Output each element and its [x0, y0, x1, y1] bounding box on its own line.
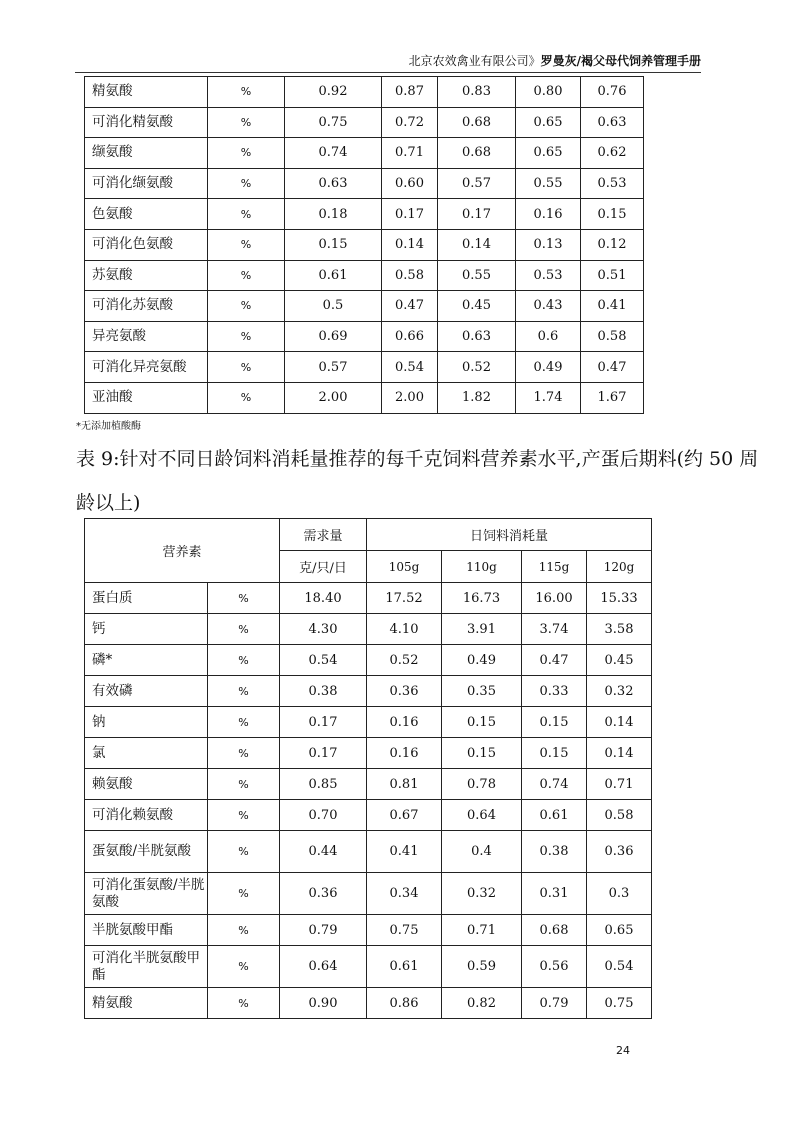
value-cell: 0.41 — [367, 831, 442, 873]
value-cell: 0.55 — [516, 168, 581, 199]
table-row — [85, 138, 644, 169]
value-cell: 0.62 — [581, 138, 644, 169]
table-row — [85, 291, 644, 322]
nutrient-name: 可消化半胱氨酸甲酯 — [85, 946, 208, 988]
nutrient-name: 精氨酸 — [85, 77, 208, 108]
value-cell: 0.41 — [581, 291, 644, 322]
nutrient-name: 可消化蛋氨酸/半胱氨酸 — [85, 873, 208, 915]
value-cell: 0.59 — [442, 946, 522, 988]
value-cell: 0.16 — [367, 707, 442, 738]
value-cell: 0.38 — [280, 676, 367, 707]
value-cell: 0.32 — [442, 873, 522, 915]
value-cell: 0.15 — [285, 229, 382, 260]
unit-cell: % — [208, 291, 285, 322]
header-intake: 110g — [442, 551, 522, 583]
value-cell: 0.85 — [280, 769, 367, 800]
value-cell: 0.74 — [522, 769, 587, 800]
manual-title: 罗曼灰/褐父母代饲养管理手册 — [540, 54, 701, 68]
nutrient-name: 异亮氨酸 — [85, 321, 208, 352]
value-cell: 0.79 — [522, 988, 587, 1019]
value-cell: 0.13 — [516, 229, 581, 260]
header-intake: 120g — [587, 551, 652, 583]
value-cell: 0.36 — [367, 676, 442, 707]
value-cell: 0.36 — [587, 831, 652, 873]
value-cell: 0.71 — [587, 769, 652, 800]
unit-cell: % — [208, 352, 285, 383]
unit-cell: % — [208, 583, 280, 614]
table-row — [85, 229, 644, 260]
value-cell: 0.66 — [382, 321, 438, 352]
value-cell: 0.38 — [522, 831, 587, 873]
nutrient-name: 氯 — [85, 738, 208, 769]
nutrient-name: 可消化苏氨酸 — [85, 291, 208, 322]
value-cell: 0.69 — [285, 321, 382, 352]
value-cell: 0.64 — [442, 800, 522, 831]
value-cell: 3.58 — [587, 614, 652, 645]
value-cell: 0.68 — [438, 107, 516, 138]
value-cell: 1.67 — [581, 382, 644, 413]
value-cell: 0.15 — [522, 707, 587, 738]
unit-cell: % — [208, 988, 280, 1019]
nutrient-name: 苏氨酸 — [85, 260, 208, 291]
value-cell: 0.4 — [442, 831, 522, 873]
table-row — [85, 873, 652, 915]
header-requirement: 需求量 — [280, 519, 367, 551]
value-cell: 16.00 — [522, 583, 587, 614]
value-cell: 0.71 — [382, 138, 438, 169]
value-cell: 3.91 — [442, 614, 522, 645]
unit-cell: % — [208, 260, 285, 291]
unit-cell: % — [208, 321, 285, 352]
value-cell: 4.10 — [367, 614, 442, 645]
value-cell: 0.72 — [382, 107, 438, 138]
value-cell: 0.67 — [367, 800, 442, 831]
value-cell: 0.68 — [438, 138, 516, 169]
table-row — [85, 77, 644, 108]
value-cell: 0.6 — [516, 321, 581, 352]
table-row — [85, 988, 652, 1019]
value-cell: 0.70 — [280, 800, 367, 831]
value-cell: 0.15 — [522, 738, 587, 769]
unit-cell: % — [208, 800, 280, 831]
header-nutrient: 营养素 — [85, 519, 280, 583]
value-cell: 0.58 — [382, 260, 438, 291]
table-row — [85, 831, 652, 873]
table-row — [85, 707, 652, 738]
value-cell: 0.32 — [587, 676, 652, 707]
unit-cell: % — [208, 645, 280, 676]
table-row — [85, 260, 644, 291]
value-cell: 0.17 — [280, 738, 367, 769]
table-row — [85, 915, 652, 946]
nutrient-name: 色氨酸 — [85, 199, 208, 230]
page-header — [75, 50, 701, 73]
nutrient-name: 可消化赖氨酸 — [85, 800, 208, 831]
value-cell: 0.17 — [280, 707, 367, 738]
value-cell: 0.63 — [285, 168, 382, 199]
value-cell: 0.82 — [442, 988, 522, 1019]
value-cell: 0.83 — [438, 77, 516, 108]
value-cell: 0.17 — [438, 199, 516, 230]
value-cell: 0.16 — [367, 738, 442, 769]
unit-cell: % — [208, 382, 285, 413]
nutrient-name: 有效磷 — [85, 676, 208, 707]
value-cell: 0.61 — [522, 800, 587, 831]
nutrient-name: 蛋白质 — [85, 583, 208, 614]
value-cell: 0.31 — [522, 873, 587, 915]
value-cell: 4.30 — [280, 614, 367, 645]
value-cell: 0.54 — [382, 352, 438, 383]
unit-cell: % — [208, 873, 280, 915]
value-cell: 0.65 — [587, 915, 652, 946]
value-cell: 0.81 — [367, 769, 442, 800]
nutrient-name: 精氨酸 — [85, 988, 208, 1019]
value-cell: 0.14 — [587, 738, 652, 769]
unit-cell: % — [208, 707, 280, 738]
value-cell: 0.78 — [442, 769, 522, 800]
header-intake: 105g — [367, 551, 442, 583]
value-cell: 1.74 — [516, 382, 581, 413]
unit-cell: % — [208, 946, 280, 988]
value-cell: 0.14 — [438, 229, 516, 260]
header-requirement-unit: 克/只/日 — [280, 551, 367, 583]
company-name: 北京农效禽业有限公司》 — [408, 54, 541, 68]
value-cell: 0.47 — [522, 645, 587, 676]
table-row — [85, 676, 652, 707]
table-row — [85, 614, 652, 645]
value-cell: 0.80 — [516, 77, 581, 108]
value-cell: 0.18 — [285, 199, 382, 230]
unit-cell: % — [208, 138, 285, 169]
value-cell: 0.63 — [438, 321, 516, 352]
table-row — [85, 769, 652, 800]
value-cell: 0.15 — [581, 199, 644, 230]
table-row — [85, 382, 644, 413]
value-cell: 0.75 — [367, 915, 442, 946]
value-cell: 0.33 — [522, 676, 587, 707]
table-row — [85, 583, 652, 614]
value-cell: 0.43 — [516, 291, 581, 322]
nutrient-name: 可消化缬氨酸 — [85, 168, 208, 199]
value-cell: 0.74 — [285, 138, 382, 169]
nutrient-name: 半胱氨酸甲酯 — [85, 915, 208, 946]
table-row — [85, 107, 644, 138]
value-cell: 0.14 — [587, 707, 652, 738]
value-cell: 2.00 — [382, 382, 438, 413]
nutrient-name: 可消化精氨酸 — [85, 107, 208, 138]
value-cell: 0.92 — [285, 77, 382, 108]
value-cell: 0.52 — [438, 352, 516, 383]
nutrient-name: 亚油酸 — [85, 382, 208, 413]
value-cell: 0.15 — [442, 738, 522, 769]
value-cell: 0.14 — [382, 229, 438, 260]
header-consumption: 日饲料消耗量 — [367, 519, 652, 551]
table-row — [85, 946, 652, 988]
value-cell: 0.55 — [438, 260, 516, 291]
value-cell: 0.53 — [581, 168, 644, 199]
nutrient-table-late-lay — [84, 518, 652, 1019]
value-cell: 0.71 — [442, 915, 522, 946]
value-cell: 0.49 — [442, 645, 522, 676]
value-cell: 3.74 — [522, 614, 587, 645]
unit-cell: % — [208, 915, 280, 946]
value-cell: 2.00 — [285, 382, 382, 413]
value-cell: 0.65 — [516, 107, 581, 138]
unit-cell: % — [208, 769, 280, 800]
table-title: 表 9:针对不同日龄饲料消耗量推荐的每千克饲料营养素水平,产蛋后期料(约 50 周龄以上) — [76, 448, 759, 514]
value-cell: 0.3 — [587, 873, 652, 915]
value-cell: 0.63 — [581, 107, 644, 138]
nutrient-name: 可消化异亮氨酸 — [85, 352, 208, 383]
table-row — [85, 800, 652, 831]
value-cell: 0.15 — [442, 707, 522, 738]
value-cell: 0.60 — [382, 168, 438, 199]
value-cell: 0.65 — [516, 138, 581, 169]
value-cell: 0.17 — [382, 199, 438, 230]
value-cell: 0.35 — [442, 676, 522, 707]
value-cell: 0.49 — [516, 352, 581, 383]
value-cell: 0.57 — [285, 352, 382, 383]
header-intake: 115g — [522, 551, 587, 583]
value-cell: 0.61 — [285, 260, 382, 291]
value-cell: 0.58 — [587, 800, 652, 831]
value-cell: 0.68 — [522, 915, 587, 946]
value-cell: 17.52 — [367, 583, 442, 614]
nutrient-name: 钙 — [85, 614, 208, 645]
value-cell: 0.61 — [367, 946, 442, 988]
value-cell: 0.56 — [522, 946, 587, 988]
value-cell: 0.44 — [280, 831, 367, 873]
value-cell: 0.45 — [438, 291, 516, 322]
nutrient-table-continued — [84, 76, 644, 414]
unit-cell: % — [208, 77, 285, 108]
value-cell: 0.75 — [285, 107, 382, 138]
value-cell: 0.86 — [367, 988, 442, 1019]
value-cell: 0.54 — [587, 946, 652, 988]
table-row — [85, 352, 644, 383]
value-cell: 0.47 — [382, 291, 438, 322]
value-cell: 0.53 — [516, 260, 581, 291]
value-cell: 0.64 — [280, 946, 367, 988]
value-cell: 16.73 — [442, 583, 522, 614]
table-row — [85, 199, 644, 230]
nutrient-name: 赖氨酸 — [85, 769, 208, 800]
value-cell: 0.45 — [587, 645, 652, 676]
nutrient-name: 蛋氨酸/半胱氨酸 — [85, 831, 208, 873]
nutrient-name: 钠 — [85, 707, 208, 738]
unit-cell: % — [208, 107, 285, 138]
unit-cell: % — [208, 738, 280, 769]
value-cell: 1.82 — [438, 382, 516, 413]
value-cell: 0.12 — [581, 229, 644, 260]
value-cell: 0.16 — [516, 199, 581, 230]
value-cell: 0.54 — [280, 645, 367, 676]
value-cell: 0.90 — [280, 988, 367, 1019]
table-row — [85, 645, 652, 676]
value-cell: 0.79 — [280, 915, 367, 946]
table-row — [85, 168, 644, 199]
unit-cell: % — [208, 614, 280, 645]
table-row — [85, 738, 652, 769]
unit-cell: % — [208, 168, 285, 199]
nutrient-name: 可消化色氨酸 — [85, 229, 208, 260]
nutrient-name: 磷* — [85, 645, 208, 676]
footnote: *无添加植酸酶 — [76, 421, 141, 432]
value-cell: 0.52 — [367, 645, 442, 676]
nutrient-name: 缬氨酸 — [85, 138, 208, 169]
value-cell: 0.57 — [438, 168, 516, 199]
value-cell: 0.36 — [280, 873, 367, 915]
unit-cell: % — [208, 676, 280, 707]
value-cell: 0.87 — [382, 77, 438, 108]
value-cell: 0.51 — [581, 260, 644, 291]
value-cell: 0.76 — [581, 77, 644, 108]
unit-cell: % — [208, 831, 280, 873]
unit-cell: % — [208, 229, 285, 260]
unit-cell: % — [208, 199, 285, 230]
value-cell: 0.58 — [581, 321, 644, 352]
page-number: 24 — [616, 1044, 630, 1057]
value-cell: 18.40 — [280, 583, 367, 614]
value-cell: 0.47 — [581, 352, 644, 383]
table-row — [85, 321, 644, 352]
value-cell: 0.75 — [587, 988, 652, 1019]
value-cell: 15.33 — [587, 583, 652, 614]
value-cell: 0.34 — [367, 873, 442, 915]
value-cell: 0.5 — [285, 291, 382, 322]
